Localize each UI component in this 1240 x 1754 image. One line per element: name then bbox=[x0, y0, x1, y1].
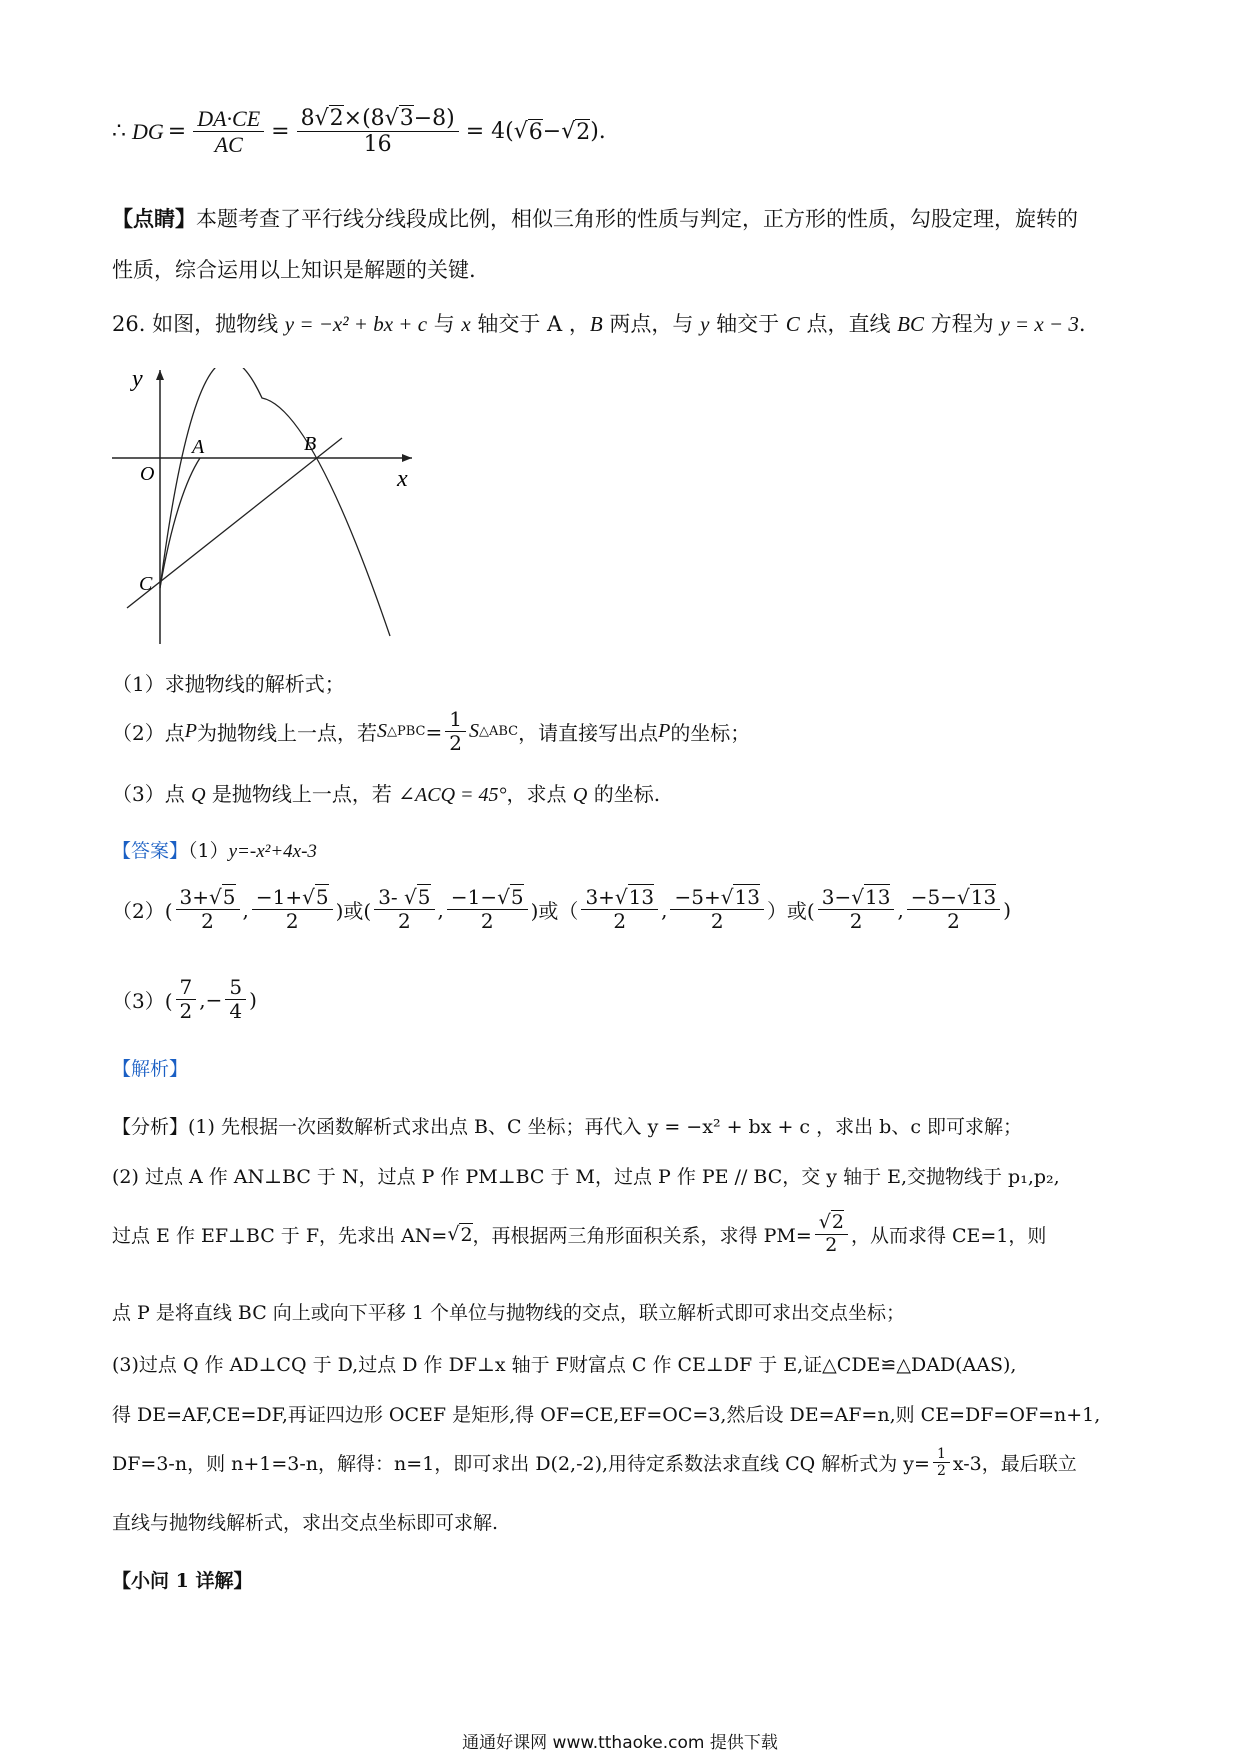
therefore-symbol: ∴ bbox=[112, 119, 126, 145]
analysis-p9 bbox=[112, 1566, 252, 1593]
rhs-part: = 4( bbox=[465, 119, 514, 145]
analysis-p4 bbox=[112, 1298, 905, 1325]
analysis-p2 bbox=[112, 1162, 1060, 1189]
y-var: y bbox=[700, 312, 710, 336]
dg-label: DG bbox=[132, 118, 164, 144]
analysis-p8 bbox=[112, 1508, 498, 1535]
analysis-p7 bbox=[112, 1446, 1077, 1479]
analysis-text: ，再根据两三角形面积关系，求得 PM= bbox=[472, 1224, 812, 1247]
stem-text: 方程为 bbox=[924, 312, 1001, 336]
slope-fraction bbox=[933, 1446, 950, 1479]
x-var: x bbox=[461, 312, 471, 336]
analysis-text: ，从而求得 CE=1，则 bbox=[850, 1224, 1047, 1247]
q3-text: 是抛物线上一点，若 bbox=[205, 782, 399, 806]
area-s: S bbox=[376, 720, 387, 742]
comma: , bbox=[437, 897, 444, 922]
a2-frac-6 bbox=[670, 886, 763, 933]
sqrt-sign: √ bbox=[314, 106, 329, 131]
analysis-text: 【分析】(1) 先根据一次函数解析式求出点 B、C 坐标；再代入 y = −x² + bx + c ，求出 b、c 即可求解； bbox=[112, 1116, 1022, 1138]
answer-line-2 bbox=[112, 886, 1011, 933]
y-axis-label: y bbox=[132, 368, 143, 392]
radicand: 13 bbox=[734, 885, 760, 909]
a3-frac-2 bbox=[225, 976, 246, 1023]
frac-num: 5 bbox=[225, 976, 246, 1000]
problem-stem bbox=[112, 308, 1086, 338]
area-subscript: △PBC bbox=[386, 724, 426, 739]
radicand: 2 bbox=[329, 106, 344, 131]
q3-text: ，求点 bbox=[506, 782, 573, 806]
rhs-part: ). bbox=[590, 119, 606, 145]
note-text-2: 性质，综合运用以上知识是解题的关键. bbox=[112, 258, 476, 282]
radicand: 6 bbox=[528, 119, 543, 145]
frac-den: 2 bbox=[849, 909, 863, 933]
frac-den: 2 bbox=[201, 909, 214, 933]
area-s2: S bbox=[468, 720, 479, 742]
x-axis-label: x bbox=[397, 466, 408, 492]
sqrt-sign: √ bbox=[497, 885, 510, 909]
frac1-denominator: AC bbox=[214, 132, 243, 158]
num-part: 8 bbox=[300, 106, 315, 131]
a2-frac-8 bbox=[907, 886, 1000, 933]
a3-frac-1 bbox=[176, 976, 197, 1023]
frac-num: −1− bbox=[450, 885, 498, 909]
note-line-2 bbox=[112, 254, 476, 284]
frac-den: 2 bbox=[613, 909, 627, 933]
parabola-equation: y = −x² + bx + c bbox=[284, 312, 428, 336]
sqrt-sign: √ bbox=[818, 1211, 831, 1233]
y-axis-arrow bbox=[156, 370, 164, 380]
analysis-text: 过点 E 作 EF⊥BC 于 F，先求出 AN= bbox=[112, 1224, 448, 1247]
frac-den: 4 bbox=[229, 999, 243, 1023]
area-subscript-2: △ABC bbox=[478, 724, 519, 739]
radicand: 5 bbox=[417, 885, 431, 909]
radicand: 13 bbox=[628, 885, 655, 909]
a3-close: ) bbox=[249, 987, 257, 1012]
frac-den: 2 bbox=[285, 909, 299, 933]
answer-line-3 bbox=[112, 976, 257, 1023]
a1-equation: y=-x²+4x-3 bbox=[228, 841, 317, 862]
half-num: 1 bbox=[445, 708, 466, 732]
line-equation: y = x − 3 bbox=[1000, 312, 1079, 336]
a1-prefix: （1） bbox=[188, 840, 229, 862]
radicand: 5 bbox=[222, 885, 236, 909]
stem-text: . bbox=[1078, 312, 1086, 336]
subquestion-heading: 【小问 1 详解】 bbox=[112, 1570, 253, 1592]
comma: , bbox=[661, 897, 668, 922]
point-c-label: C bbox=[139, 573, 153, 595]
analysis-text: 得 DE=AF,CE=DF,再证四边形 OCEF 是矩形,得 OF=CE,EF=OC=3,然后设 DE=AF=n,则 CE=DF=OF=n+1, bbox=[112, 1404, 1101, 1426]
frac-den: 2 bbox=[947, 909, 960, 933]
stem-text: 26. 如图，抛物线 bbox=[112, 312, 285, 336]
frac-num: 3+ bbox=[179, 885, 210, 909]
analysis-text: 点 P 是将直线 BC 向上或向下平移 1 个单位与抛物线的交点，联立解析式即可求出交点坐标； bbox=[112, 1302, 905, 1324]
radicand: 2 bbox=[576, 119, 591, 145]
radicand: 2 bbox=[460, 1223, 473, 1246]
frac-den: 2 bbox=[480, 909, 494, 933]
or-sep: ）或( bbox=[766, 899, 815, 923]
a2-frac-1 bbox=[176, 886, 240, 933]
a3-sep: ,− bbox=[199, 987, 223, 1012]
one-half bbox=[445, 708, 466, 755]
frac-num: 3− bbox=[821, 885, 852, 909]
num-part: −8) bbox=[413, 106, 455, 131]
radicand: 5 bbox=[315, 885, 329, 909]
point-q2: Q bbox=[572, 784, 588, 806]
frac2-numerator bbox=[297, 106, 459, 132]
equals-sign: = bbox=[425, 719, 443, 744]
question-3 bbox=[112, 778, 660, 807]
analysis-label: 【解析】 bbox=[112, 1058, 189, 1080]
sqrt-sign: √ bbox=[720, 885, 734, 909]
frac-num: −1+ bbox=[255, 885, 303, 909]
analysis-p6 bbox=[112, 1400, 1100, 1427]
frac-den: 2 bbox=[825, 1233, 838, 1256]
fraction-numeric bbox=[297, 106, 459, 158]
a2-prefix: （2）( bbox=[112, 899, 173, 923]
a2-frac-3 bbox=[374, 886, 434, 933]
radicand: 13 bbox=[970, 885, 997, 909]
q3-text: （3）点 bbox=[112, 782, 192, 806]
radicand: 2 bbox=[831, 1211, 844, 1233]
stem-text: 两点，与 bbox=[602, 312, 701, 336]
question-2 bbox=[112, 708, 750, 755]
point-c: C bbox=[785, 312, 800, 336]
question-1 bbox=[112, 668, 345, 697]
point-p: P bbox=[184, 720, 197, 742]
a2-frac-7 bbox=[818, 886, 895, 933]
note-label: 【点睛】 bbox=[112, 206, 196, 231]
a2-frac-4 bbox=[447, 886, 528, 933]
point-b-label: B bbox=[304, 433, 317, 455]
sqrt-sign: √ bbox=[404, 885, 417, 909]
sqrt-sign: √ bbox=[614, 885, 628, 909]
radicand: 3 bbox=[399, 106, 414, 131]
frac-num: 3+ bbox=[585, 885, 615, 909]
frac-num: 3- bbox=[378, 885, 405, 909]
fraction-da-ce-over-ac bbox=[193, 106, 264, 158]
comma: , bbox=[897, 897, 904, 922]
page-footer: 通通好课网 www.tthaoke.com 提供下载 bbox=[462, 1733, 778, 1753]
origin-label: O bbox=[140, 463, 155, 485]
a2-close: ) bbox=[1003, 897, 1012, 922]
radicand: 5 bbox=[510, 885, 524, 909]
num-part: ×(8 bbox=[343, 106, 385, 131]
point-p2: P bbox=[658, 720, 671, 742]
analysis-p5 bbox=[112, 1350, 1016, 1377]
or-sep: )或( bbox=[335, 899, 372, 923]
analysis-text: (2) 过点 A 作 AN⊥BC 于 N，过点 P 作 PM⊥BC 于 M，过点 P 作 PE // BC，交 y 轴于 E,交抛物线于 p₁,p₂, bbox=[112, 1166, 1060, 1188]
comma: , bbox=[242, 897, 249, 922]
sqrt-sign: √ bbox=[384, 106, 399, 131]
equals-sign: = bbox=[271, 119, 290, 145]
sqrt-sign: √ bbox=[957, 885, 970, 909]
answer-line-1 bbox=[112, 836, 317, 863]
frac-den: 2 bbox=[179, 999, 193, 1023]
frac-den: 2 bbox=[398, 909, 411, 933]
note-text: 本题考查了平行线分线段成比例，相似三角形的性质与判定，正方形的性质，勾股定理，旋转的 bbox=[196, 207, 1078, 231]
line-ac bbox=[160, 458, 200, 588]
analysis-text: (3)过点 Q 作 AD⊥CQ 于 D,过点 D 作 DF⊥x 轴于 F财富点 C 作 CE⊥DF 于 E,证△CDE≌△DAD(AAS), bbox=[112, 1354, 1017, 1376]
analysis-p3 bbox=[112, 1212, 1046, 1257]
sqrt-sign: √ bbox=[209, 885, 222, 909]
sqrt-sign: √ bbox=[851, 885, 864, 909]
q3-text: 的坐标. bbox=[587, 782, 661, 806]
a2-frac-2 bbox=[252, 886, 333, 933]
q2-text: 为抛物线上一点，若 bbox=[196, 721, 377, 745]
point-q: Q bbox=[191, 784, 206, 806]
point-a-label: A bbox=[192, 436, 205, 458]
frac2-denominator: 16 bbox=[363, 132, 392, 158]
q2-text: 的坐标； bbox=[670, 721, 751, 745]
frac-num: −5+ bbox=[674, 885, 721, 909]
frac-num: 7 bbox=[176, 976, 197, 1000]
or-sep: )或（ bbox=[530, 899, 579, 923]
a2-frac-5 bbox=[581, 886, 658, 933]
stem-text: 点，直线 bbox=[799, 312, 898, 336]
answer-label: 【答案】 bbox=[112, 840, 189, 862]
a3-prefix: （3）( bbox=[112, 989, 173, 1013]
frac-num: 1 bbox=[933, 1446, 950, 1463]
line-bc: BC bbox=[897, 312, 924, 336]
parabola-figure bbox=[112, 368, 412, 648]
note-line-1 bbox=[112, 203, 1078, 233]
top-formula bbox=[112, 106, 606, 158]
sqrt-sign: √ bbox=[561, 119, 576, 145]
analysis-text: DF=3-n，则 n+1=3-n，解得：n=1，即可求出 D(2,-2),用待定系数法求直线 CQ 解析式为 y= bbox=[112, 1453, 930, 1476]
sqrt-sign: √ bbox=[513, 119, 528, 145]
q2-text: （2）点 bbox=[112, 721, 185, 745]
point-b: B bbox=[589, 312, 603, 336]
rhs-part: − bbox=[542, 119, 562, 145]
half-den: 2 bbox=[449, 731, 462, 755]
stem-text: 与 bbox=[427, 312, 462, 336]
analysis-text: x-3，最后联立 bbox=[952, 1453, 1077, 1476]
equals-sign: = bbox=[167, 119, 187, 145]
pm-fraction bbox=[815, 1212, 848, 1257]
frac-den: 2 bbox=[936, 1463, 946, 1480]
stem-text: 轴交于 A ， bbox=[470, 312, 590, 336]
stem-text: 轴交于 bbox=[709, 312, 786, 336]
sqrt-sign: √ bbox=[302, 885, 315, 909]
frac1-numerator: DA·CE bbox=[193, 106, 264, 132]
frac-den: 2 bbox=[710, 909, 724, 933]
frac-num: −5− bbox=[910, 885, 958, 909]
analysis-label-line bbox=[112, 1054, 188, 1081]
angle-expression: ∠ACQ = 45° bbox=[398, 784, 507, 806]
parabola-curve bbox=[160, 368, 390, 636]
q2-text: ，请直接写出点 bbox=[518, 721, 659, 745]
radicand: 13 bbox=[864, 885, 891, 909]
analysis-text: 直线与抛物线解析式，求出交点坐标即可求解. bbox=[112, 1512, 499, 1534]
sqrt-sign: √ bbox=[447, 1223, 460, 1246]
analysis-p1 bbox=[112, 1112, 1022, 1139]
x-axis-arrow bbox=[402, 454, 412, 462]
q1-text: （1）求抛物线的解析式； bbox=[112, 672, 345, 696]
